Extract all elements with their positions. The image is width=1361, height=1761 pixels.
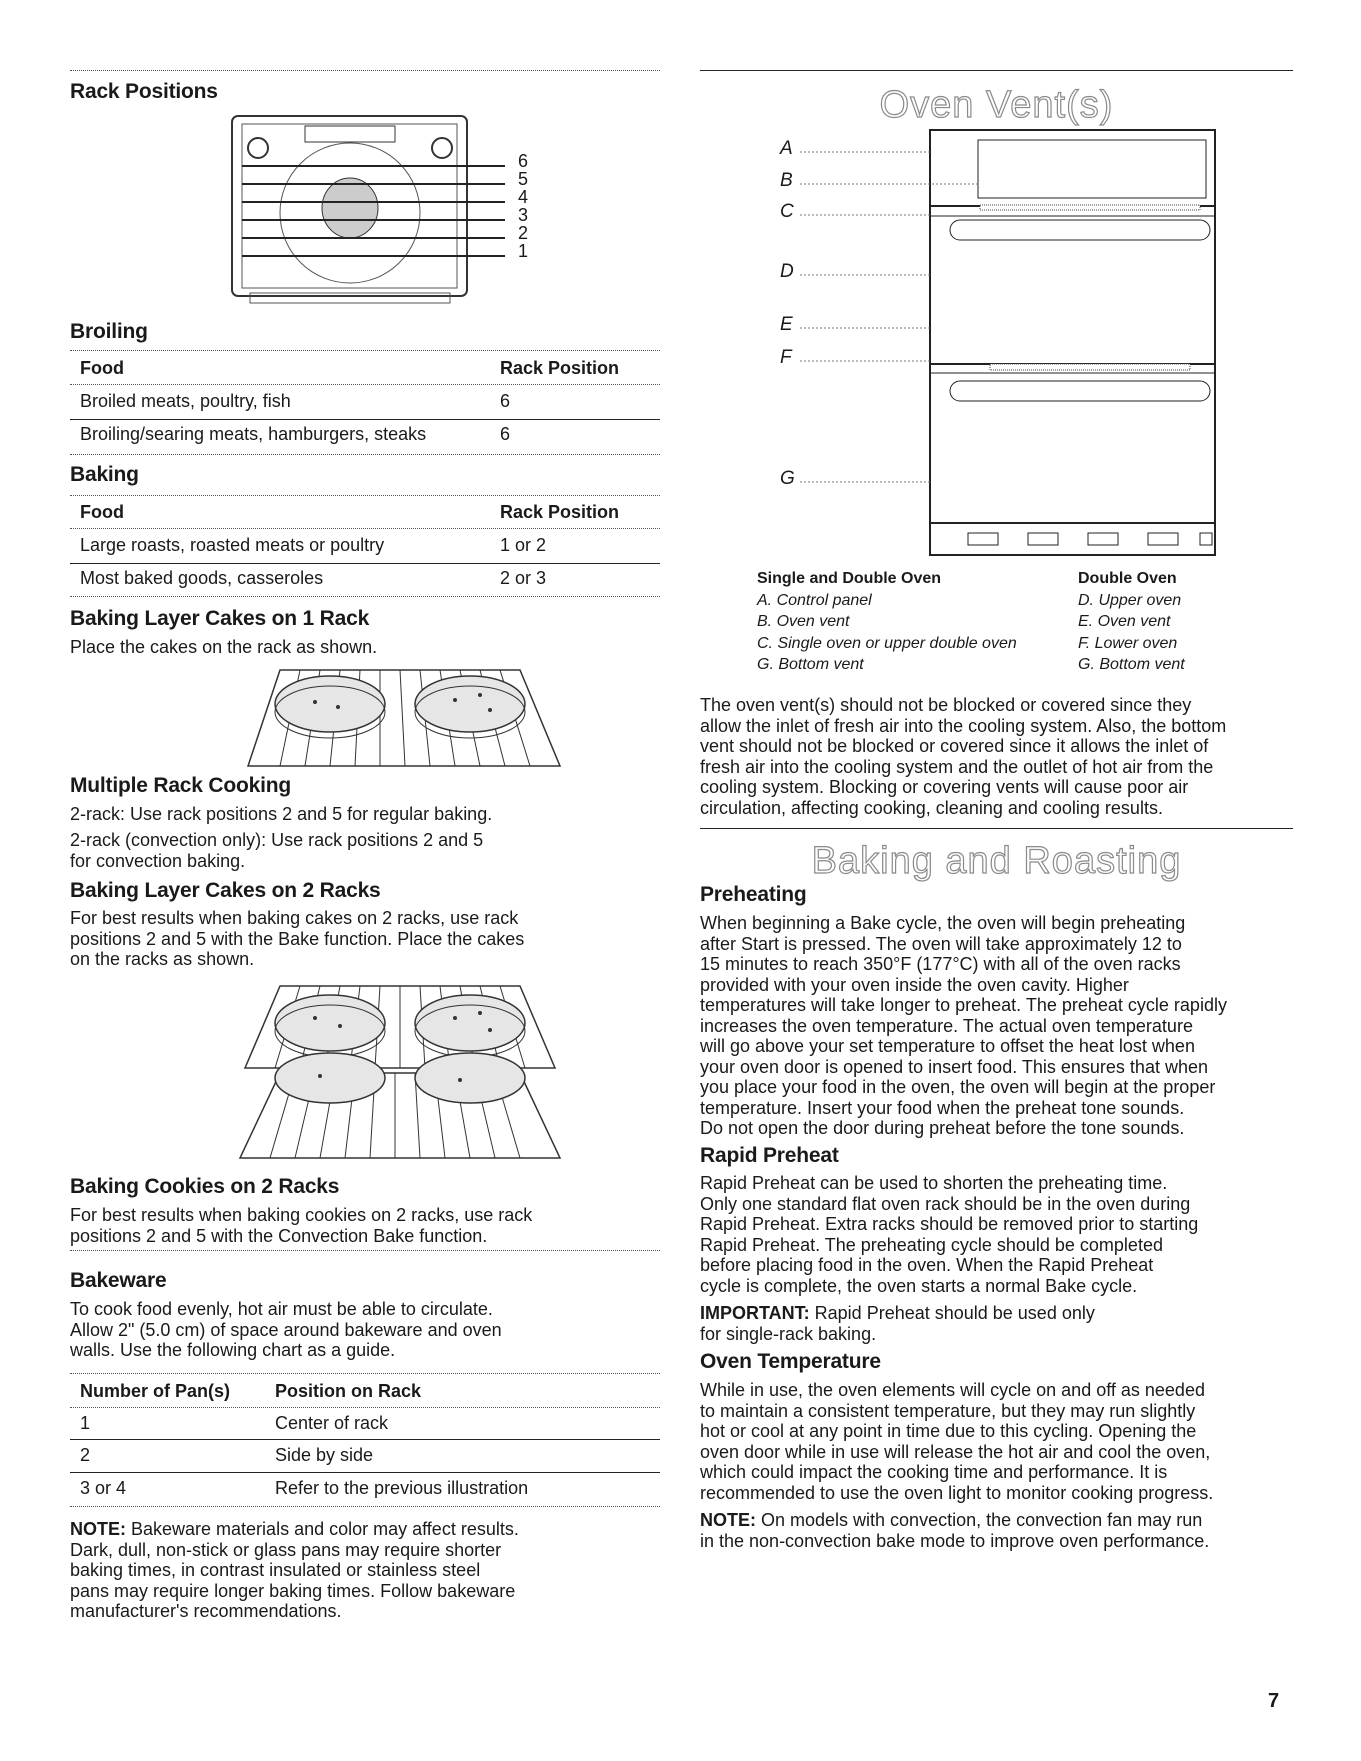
text-line: temperature. Insert your food when the preheat tone sounds. <box>700 1097 1185 1118</box>
text-line: for single-rack baking. <box>700 1323 877 1344</box>
cell-rack: 1 or 2 <box>500 535 547 555</box>
multiple-rack-line-1: 2-rack: Use rack positions 2 and 5 for regular baking. <box>70 804 493 824</box>
baking-heading: Baking <box>70 463 139 486</box>
preheating-paragraph <box>700 913 1227 1139</box>
text-line: recommended to use the oven light to monitor cooking progress. <box>700 1482 1214 1503</box>
text-line: cooling system. Blocking or covering vents will cause poor air <box>700 777 1189 797</box>
vent-label-c: C <box>780 201 794 222</box>
divider <box>700 70 1293 71</box>
multiple-rack-line-2b: for convection baking. <box>70 851 246 871</box>
text-line: Bakeware materials and color may affect results. <box>126 1519 519 1539</box>
cell-food: Broiling/searing meats, hamburgers, steaks <box>80 424 427 444</box>
table-row <box>80 562 660 592</box>
oven-vents-title: Oven Vent(s) <box>879 84 1114 126</box>
note-label: NOTE: <box>700 1510 756 1530</box>
table-row <box>80 385 660 415</box>
text-line: To cook food evenly, hot air must be able to circulate. <box>70 1299 493 1319</box>
divider <box>70 70 660 71</box>
caption-item: B. Oven vent <box>757 613 850 630</box>
caption-title: Single and Double Oven <box>757 570 942 587</box>
text-line: baking times, in contrast insulated or stainless steel <box>70 1560 481 1580</box>
multiple-rack-line-2a: 2-rack (convection only): Use rack positions 2 and 5 <box>70 830 484 850</box>
rapid-preheat-paragraph <box>700 1173 1198 1296</box>
table-header-row <box>80 352 660 382</box>
text-line: will go above your set temperature to offset the heat lost when <box>700 1036 1195 1056</box>
vent-label-d: D <box>780 261 794 282</box>
text-line: pans may require longer baking times. Follow bakeware <box>70 1580 516 1601</box>
text-line: While in use, the oven elements will cycle on and off as needed <box>700 1380 1205 1400</box>
rack-number: 2 <box>518 223 529 243</box>
col-header-pans: Number of Pan(s) <box>80 1381 231 1401</box>
text-line: vent should not be blocked or covered since it allows the inlet of <box>700 736 1209 756</box>
cell-pans: 2 <box>80 1445 91 1465</box>
caption-item: A. Control panel <box>757 591 872 609</box>
text-line: in the non-convection bake mode to improve oven performance. <box>700 1530 1210 1551</box>
col-header-food: Food <box>80 502 124 522</box>
text-line: increases the oven temperature. The actual oven temperature <box>700 1015 1193 1036</box>
oven-vents-diagram <box>780 128 1220 558</box>
text-line: For best results when baking cookies on 2 racks, use rack <box>70 1205 533 1225</box>
cell-position: Side by side <box>275 1445 374 1465</box>
cell-rack: 2 or 3 <box>500 568 547 588</box>
text-line: you place your food in the oven, the oven will begin at the proper <box>700 1077 1216 1097</box>
text-line: before placing food in the oven. When the Rapid Preheat <box>700 1255 1154 1275</box>
text-line: on the racks as shown. <box>70 949 255 969</box>
text-line: hot or cool at any point in time due to this cycling. Opening the <box>700 1421 1197 1441</box>
col-header-rack-position: Rack Position <box>500 502 620 522</box>
vent-label-e: E <box>780 314 793 335</box>
rack-number: 5 <box>518 169 529 189</box>
text-line: manufacturer's recommendations. <box>70 1601 342 1621</box>
text-line: which could impact the cooking time and performance. It is <box>700 1462 1168 1482</box>
text-line: 15 minutes to reach 350°F (177°C) with all of the oven racks <box>700 954 1181 974</box>
text-line: positions 2 and 5 with the Bake function. Place the cakes <box>70 928 525 949</box>
bakeware-table <box>80 1375 660 1510</box>
caption-item: D. Upper oven <box>1078 591 1182 609</box>
table-row <box>80 1472 660 1502</box>
rack-number: 1 <box>518 241 529 261</box>
table-row <box>80 1407 660 1437</box>
table-row <box>80 1439 660 1469</box>
rack-number: 4 <box>518 187 529 207</box>
cookies-heading: Baking Cookies on 2 Racks <box>70 1175 340 1198</box>
cakes-two-racks-illustration <box>235 978 575 1163</box>
cell-position: Refer to the previous illustration <box>275 1478 529 1498</box>
rapid-preheat-heading: Rapid Preheat <box>700 1144 839 1167</box>
cakes-1-rack-heading: Baking Layer Cakes on 1 Rack <box>70 607 370 630</box>
col-header-position: Position on Rack <box>275 1381 422 1401</box>
text-line: oven door while in use will release the hot air and cool the oven, <box>700 1441 1211 1462</box>
rack-number-labels <box>518 152 528 260</box>
text-line: to maintain a consistent temperature, but they may run slightly <box>700 1400 1196 1421</box>
cell-pans: 3 or 4 <box>80 1478 127 1498</box>
text-line: Do not open the door during preheat before the tone sounds. <box>700 1118 1185 1138</box>
multiple-rack-heading: Multiple Rack Cooking <box>70 774 291 797</box>
broiling-table <box>80 352 660 452</box>
text-line: walls. Use the following chart as a guide. <box>70 1340 396 1360</box>
text-line: fresh air into the cooling system and the outlet of hot air from the <box>700 756 1214 777</box>
caption-item: G. Bottom vent <box>757 656 864 673</box>
divider <box>70 350 660 351</box>
oven-temperature-note <box>700 1510 1209 1551</box>
important-label: IMPORTANT: <box>700 1303 810 1323</box>
text-line: Rapid Preheat. The preheating cycle should be completed <box>700 1234 1163 1255</box>
col-header-food: Food <box>80 358 124 378</box>
text-line: The oven vent(s) should not be blocked or covered since they <box>700 695 1192 715</box>
bakeware-heading: Bakeware <box>70 1269 167 1292</box>
oven-temperature-paragraph <box>700 1380 1213 1503</box>
caption-item: E. Oven vent <box>1078 613 1171 630</box>
text-line: Rapid Preheat should be used only <box>809 1303 1095 1323</box>
text-line: When beginning a Bake cycle, the oven will begin preheating <box>700 913 1186 933</box>
cakes-1-rack-text: Place the cakes on the rack as shown. <box>70 637 378 657</box>
vent-label-f: F <box>780 347 792 368</box>
caption-title: Double Oven <box>1078 570 1177 587</box>
broiling-heading: Broiling <box>70 320 148 343</box>
bakeware-text <box>70 1299 502 1361</box>
vent-label-a: A <box>780 138 793 159</box>
rack-number: 3 <box>518 205 529 225</box>
caption-item: F. Lower oven <box>1078 634 1178 652</box>
cell-food: Most baked goods, casseroles <box>80 568 324 588</box>
note-label: NOTE: <box>70 1519 126 1539</box>
cell-pans: 1 <box>80 1413 91 1433</box>
table-header-row <box>80 1375 660 1405</box>
baking-table <box>80 496 660 596</box>
table-header-row <box>80 496 660 526</box>
vent-label-b: B <box>780 170 793 191</box>
oven-rack-positions-illustration <box>220 108 520 308</box>
table-row <box>80 418 660 448</box>
cookies-text <box>70 1205 532 1246</box>
rack-positions-heading: Rack Positions <box>70 80 218 103</box>
text-line: circulation, affecting cooking, cleaning and cooling results. <box>700 797 1163 818</box>
cell-rack: 6 <box>500 391 511 411</box>
cell-position: Center of rack <box>275 1413 389 1433</box>
cell-food: Broiled meats, poultry, fish <box>80 391 291 411</box>
rack-number: 6 <box>518 151 529 171</box>
text-line: after Start is pressed. The oven will take approximately 12 to <box>700 933 1182 954</box>
cakes-single-rack-illustration <box>240 662 570 772</box>
cakes-2-racks-heading: Baking Layer Cakes on 2 Racks <box>70 879 381 902</box>
text-line: Allow 2" (5.0 cm) of space around bakeware and oven <box>70 1319 502 1340</box>
caption-item: C. Single oven or upper double oven <box>757 634 1017 652</box>
rapid-preheat-important <box>700 1303 1095 1344</box>
cell-food: Large roasts, roasted meats or poultry <box>80 535 385 555</box>
text-line: cycle is complete, the oven starts a normal Bake cycle. <box>700 1275 1138 1296</box>
text-line: Only one standard flat oven rack should be in the oven during <box>700 1193 1191 1214</box>
preheating-heading: Preheating <box>700 883 807 906</box>
text-line: provided with your oven inside the oven cavity. Higher <box>700 974 1129 995</box>
cell-rack: 6 <box>500 424 511 444</box>
vent-label-g: G <box>780 468 795 489</box>
page-number: 7 <box>1268 1690 1280 1712</box>
text-line: allow the inlet of fresh air into the cooling system. Also, the bottom <box>700 715 1227 736</box>
vent-caption-right <box>1078 568 1278 676</box>
oven-temperature-heading: Oven Temperature <box>700 1350 881 1373</box>
bakeware-note <box>70 1519 519 1622</box>
text-line: For best results when baking cakes on 2 racks, use rack <box>70 908 519 928</box>
cakes-2-racks-text <box>70 908 524 970</box>
vents-paragraph <box>700 695 1226 818</box>
baking-roasting-title: Baking and Roasting <box>811 840 1182 882</box>
text-line: Rapid Preheat. Extra racks should be removed prior to starting <box>700 1214 1199 1234</box>
col-header-rack-position: Rack Position <box>500 358 620 378</box>
text-line: Dark, dull, non-stick or glass pans may require shorter <box>70 1539 502 1560</box>
text-line: Rapid Preheat can be used to shorten the preheating time. <box>700 1173 1168 1193</box>
text-line: temperatures will take longer to preheat. The preheat cycle rapidly <box>700 995 1227 1015</box>
text-line: positions 2 and 5 with the Convection Bake function. <box>70 1225 488 1246</box>
table-row <box>80 529 660 559</box>
text-line: On models with convection, the convection fan may run <box>756 1510 1203 1530</box>
text-line: your oven door is opened to insert food. This ensures that when <box>700 1056 1208 1077</box>
vent-caption-left <box>757 568 1087 676</box>
caption-item: G. Bottom vent <box>1078 656 1185 673</box>
